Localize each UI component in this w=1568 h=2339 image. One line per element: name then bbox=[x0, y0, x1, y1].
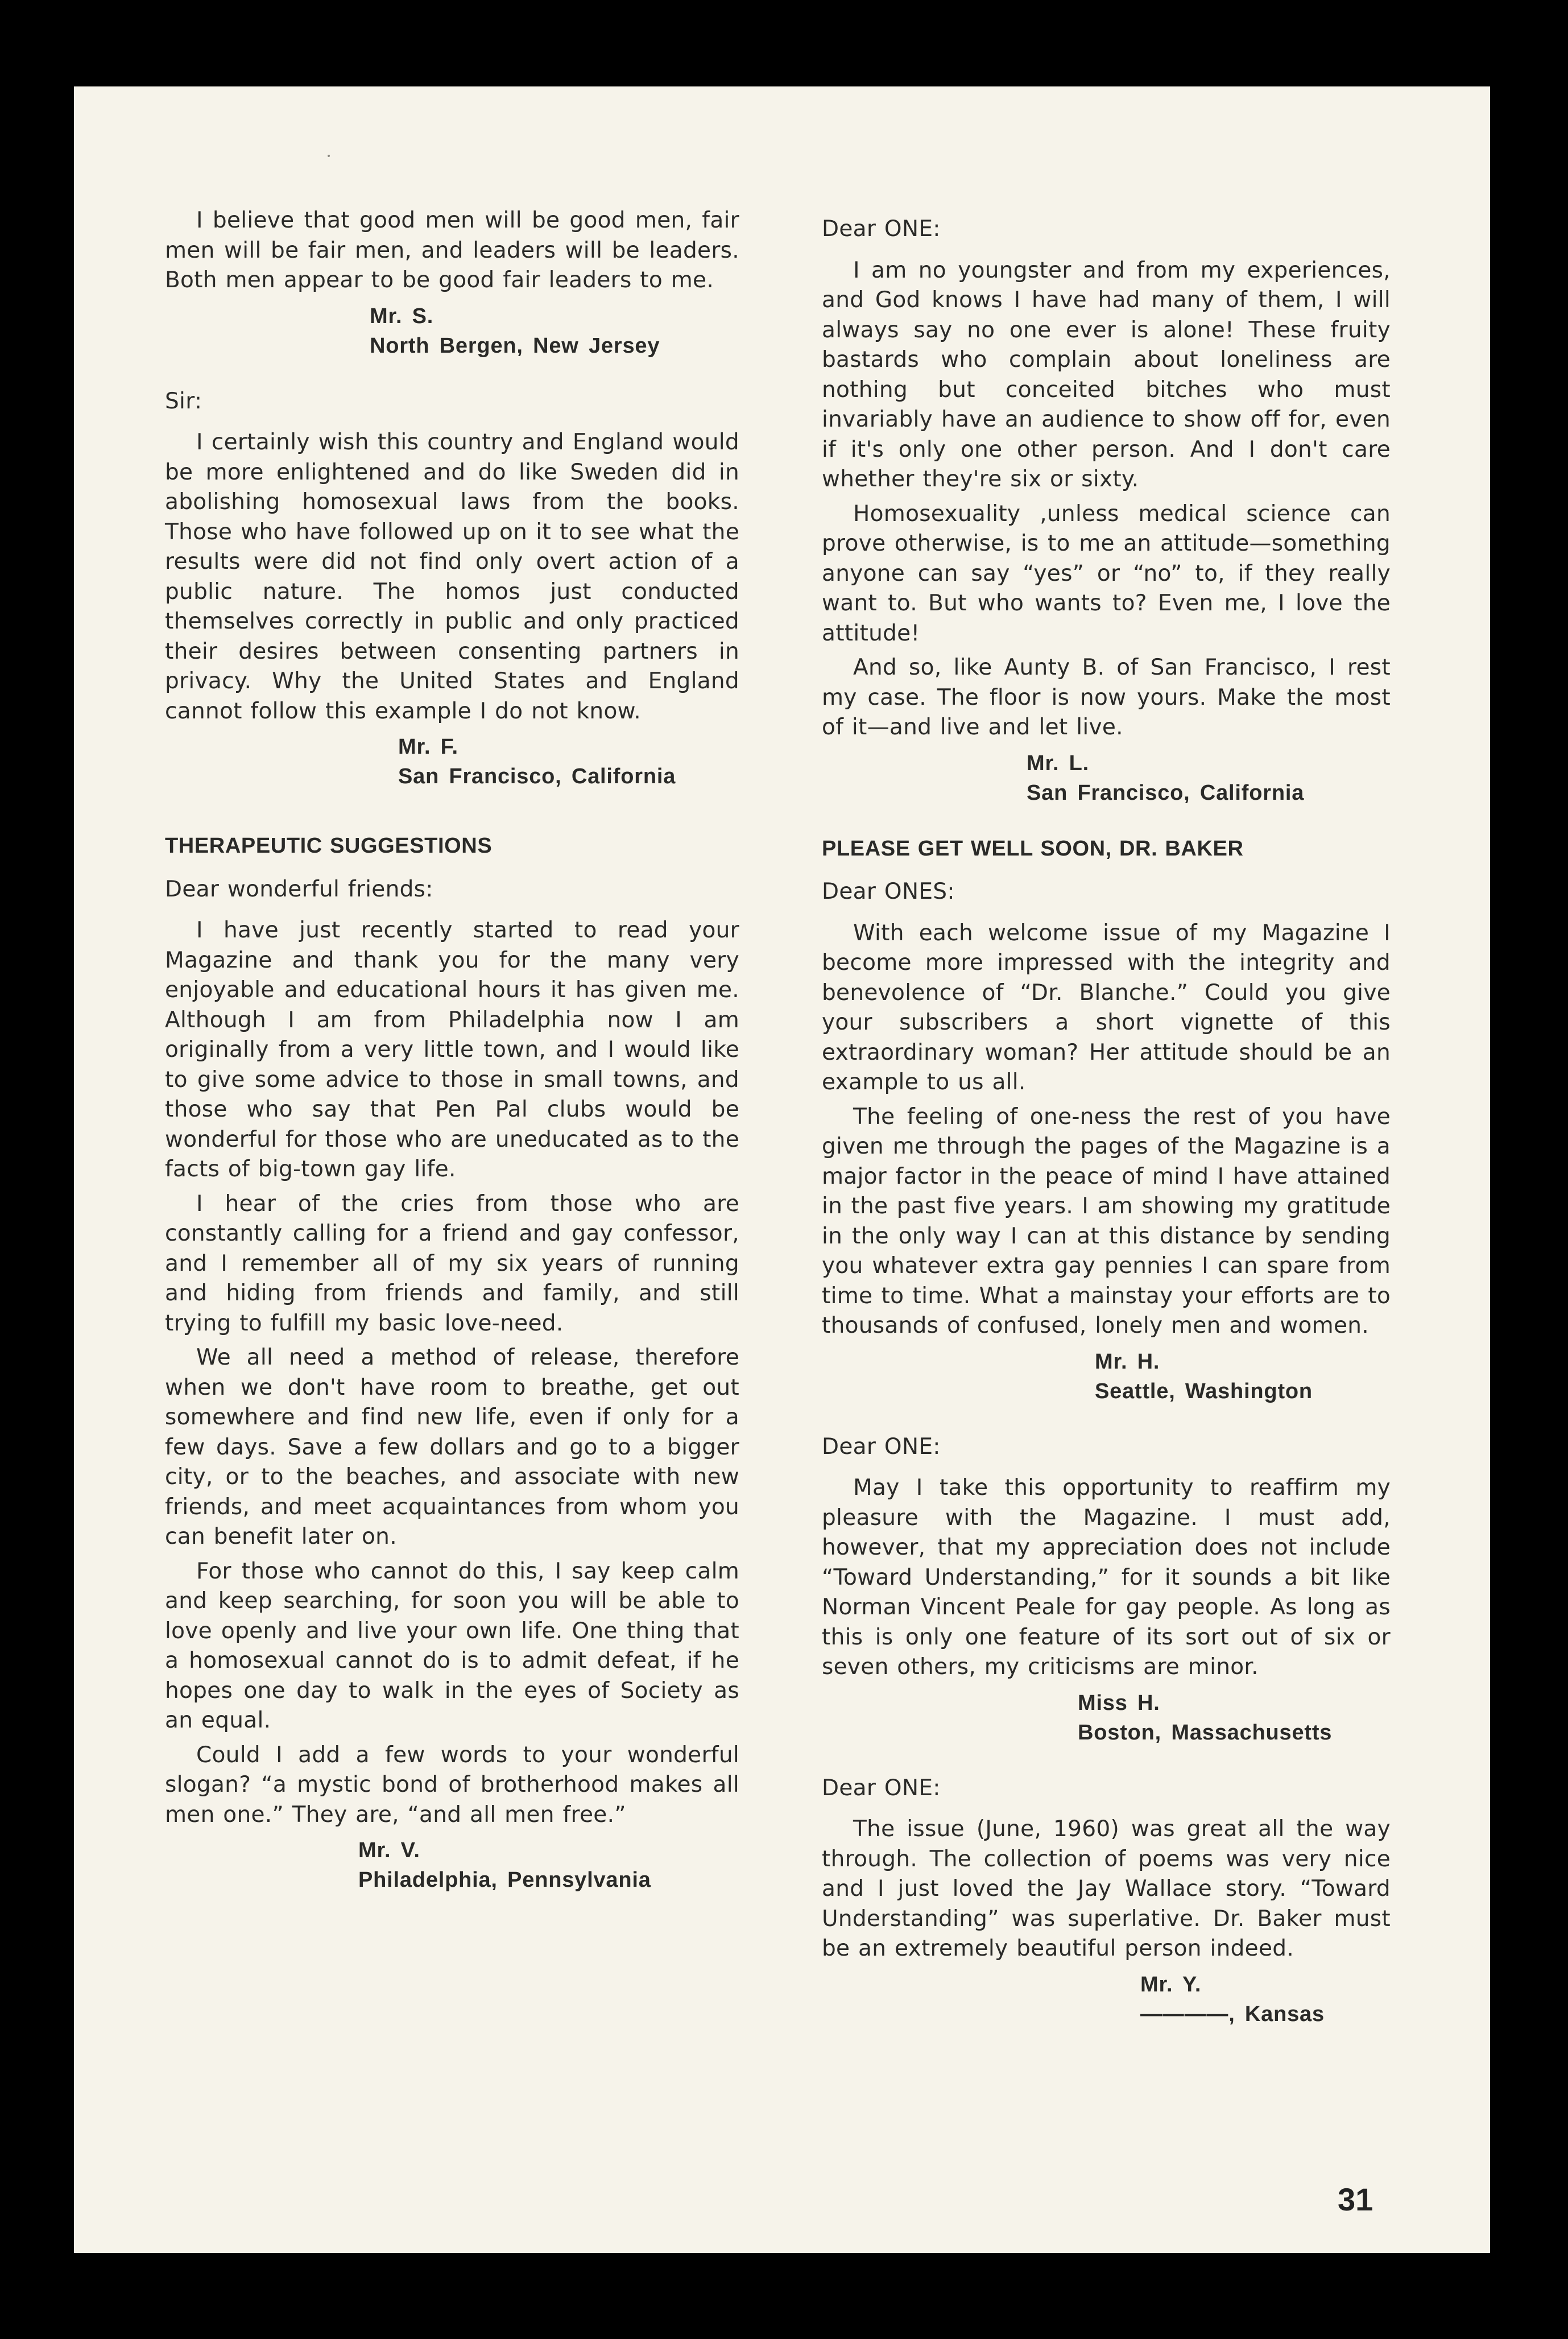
letter-paragraph: I am no youngster and from my experiences, and God knows I have had many of them, I will always say no one ever is alone! These fruity bastards who complain about loneliness are nothing but conceited bitches who must invariably have an audience to show off for, even if it's only one other person. And I don't care whether they're six or sixty. bbox=[822, 257, 1391, 492]
letter-paragraph: Homosexuality ,unless medical science can prove otherwise, is to me an attitude—something anyone can say “yes” or “no” to, if they really want to. But who wants to? Even me, I love the attitude! bbox=[822, 501, 1391, 646]
signature-name: Mr. L. bbox=[1027, 751, 1090, 775]
letter-paragraph: I hear of the cries from those who are constantly calling for a friend and gay confessor, and I remember all of my six years of running and hiding from friends and family, and still trying to fulfill my basic love-need. bbox=[165, 1191, 739, 1336]
signature-location: San Francisco, California bbox=[1027, 780, 1305, 805]
letter-mr-y bbox=[822, 1774, 1391, 2029]
left-column bbox=[165, 206, 739, 1921]
letter-mr-f bbox=[165, 387, 739, 792]
letter-mr-v bbox=[165, 831, 739, 1895]
letter-paragraph: I certainly wish this country and England would be more enlightened and do like Sweden did in abolishing homosexual laws from the books. Those who have followed up on it to see what the results were did not find only overt action of a public nature. The homos just conducted themselves correctly in public and only practiced their desires between consenting partners in privacy. Why the United States and England cannot follow this example I do not know. bbox=[165, 429, 739, 724]
salutation: Dear wonderful friends: bbox=[165, 876, 433, 902]
signature bbox=[1078, 1688, 1391, 1747]
signature-name: Mr. H. bbox=[1095, 1349, 1160, 1374]
salutation: Dear ONE: bbox=[822, 1433, 941, 1460]
section-heading: THERAPEUTIC SUGGESTIONS bbox=[165, 834, 493, 858]
signature-name: Mr. S. bbox=[370, 304, 434, 328]
letter-mr-l bbox=[822, 214, 1391, 808]
letter-paragraph: May I take this opportunity to reaffirm my pleasure with the Magazine. I must add, however, that my appreciation does not include “Toward Understanding,” for it sounds a bit like Norman Vincent Peale for gay people. As long as this is only one feature of its sort out of six or seven others, my criticisms are minor. bbox=[822, 1475, 1391, 1680]
letter-paragraph: The feeling of one-ness the rest of you have given me through the pages of the Magazine is a major factor in the peace of mind I have attained in the past five years. I am showing my gratitude in the only way I can at this distance by sending you whatever extra gay pennies I can spare from time to time. What a mainstay your efforts are to thousands of confused, lonely men and women. bbox=[822, 1104, 1391, 1338]
signature bbox=[358, 1836, 739, 1895]
page-number: 31 bbox=[1338, 2181, 1373, 2217]
letter-paragraph: We all need a method of release, therefore when we don't have room to breathe, get out somewhere and find new life, even if only for a few days. Save a few dollars and go to a bigger city, or to the beaches, and associate with new friends, and meet acquaintances from whom you can benefit later on. bbox=[165, 1345, 739, 1549]
letter-mr-h bbox=[822, 834, 1391, 1406]
letter-mr-s bbox=[165, 206, 739, 361]
signature-location: ————, Kansas bbox=[1140, 2002, 1325, 2026]
signature bbox=[1140, 1970, 1391, 2029]
signature-name: Mr. F. bbox=[398, 735, 458, 759]
signature-location: North Bergen, New Jersey bbox=[370, 333, 660, 358]
signature-name: Mr. V. bbox=[358, 1838, 420, 1862]
salutation: Dear ONE: bbox=[822, 1775, 941, 1801]
letter-paragraph: For those who cannot do this, I say keep calm and keep searching, for soon you will be able to love openly and live your own life. One thing that a homosexual cannot do is to admit defeat, if he hopes one day to walk in the eyes of Society as an equal. bbox=[165, 1558, 739, 1733]
salutation: Sir: bbox=[165, 388, 202, 414]
signature-location: Boston, Massachusetts bbox=[1078, 1720, 1333, 1745]
letter-paragraph: And so, like Aunty B. of San Francisco, I rest my case. The floor is now yours. Make the most of it—and live and let live. bbox=[822, 655, 1391, 740]
letter-miss-h bbox=[822, 1432, 1391, 1747]
signature bbox=[1027, 749, 1391, 808]
letter-paragraph: I have just recently started to read your Magazine and thank you for the many very enjoyable and educational hours it has given me. Although I am from Philadelphia now I am originally from a very little town, and I would like to give some advice to those in small towns, and those who say that Pen Pal clubs would be wonderful for those who are uneducated as to the facts of big-town gay life. bbox=[165, 918, 739, 1182]
signature bbox=[1095, 1347, 1391, 1406]
signature-location: San Francisco, California bbox=[398, 764, 676, 788]
signature-location: Seattle, Washington bbox=[1095, 1379, 1313, 1403]
section-heading: PLEASE GET WELL SOON, DR. BAKER bbox=[822, 836, 1244, 861]
letter-paragraph: Could I add a few words to your wonderful slogan? “a mystic bond of brotherhood makes all men one.” They are, “and all men free.” bbox=[165, 1742, 739, 1828]
magazine-page bbox=[74, 86, 1490, 2253]
signature-name: Miss H. bbox=[1078, 1691, 1160, 1715]
right-column bbox=[822, 214, 1391, 2055]
letter-paragraph: I believe that good men will be good men, fair men will be fair men, and leaders will be leaders. Both men appear to be good fair leaders to me. bbox=[165, 208, 739, 293]
signature-location: Philadelphia, Pennsylvania bbox=[358, 1868, 651, 1892]
letter-paragraph: The issue (June, 1960) was great all the way through. The collection of poems was very nice and I just loved the Jay Wallace story. “Toward Understanding” was superlative. Dr. Baker must be an extremely beautiful person indeed. bbox=[822, 1816, 1391, 1961]
salutation: Dear ONE: bbox=[822, 216, 941, 242]
signature-name: Mr. Y. bbox=[1140, 1972, 1202, 1997]
salutation: Dear ONES: bbox=[822, 879, 955, 904]
signature bbox=[370, 301, 739, 361]
print-speck bbox=[328, 155, 330, 157]
signature bbox=[398, 732, 739, 791]
letter-paragraph: With each welcome issue of my Magazine I become more impressed with the integrity and benevolence of “Dr. Blanche.” Could you give your subscribers a short vignette of this extraordinary woman? Her attitude should be an example to us all. bbox=[822, 920, 1391, 1095]
